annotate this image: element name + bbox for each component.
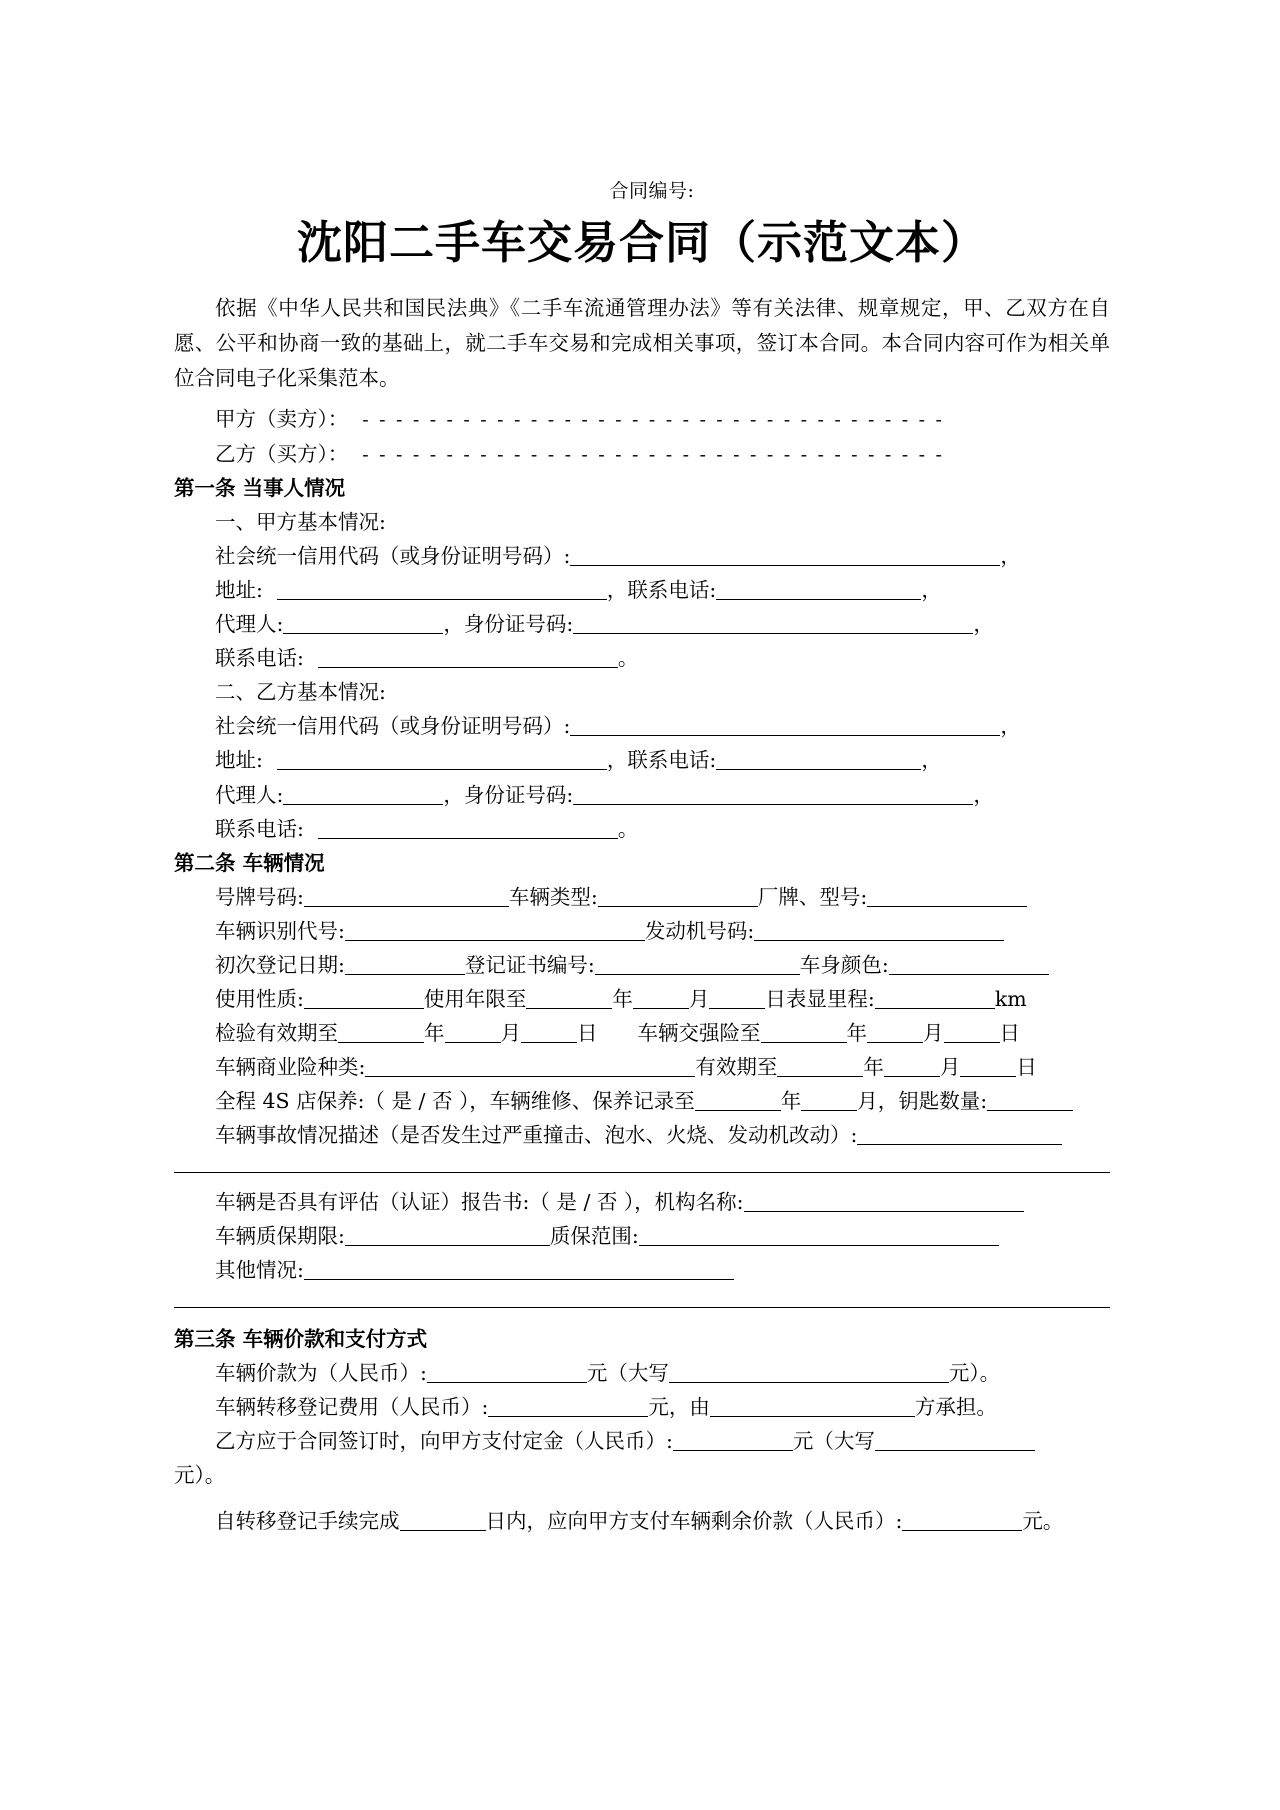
phone-suffix: 。 [617,816,639,841]
deposit-uppercase-label: 元（大写 [792,1428,875,1453]
vehicle-inspection-row [174,1016,1110,1050]
key-count-input[interactable] [987,1088,1073,1111]
phone-suffix: 。 [617,646,639,671]
compulsory-insurance-day-input[interactable] [944,1020,1000,1043]
vehicle-price-row [174,1356,1110,1390]
accident-description-label: 车辆事故情况描述（是否发生过严重撞击、泡水、火烧、发动机改动）: [215,1122,858,1147]
compulsory-insurance-year-input[interactable] [761,1020,847,1043]
buyer-dash-fill[interactable]: - - - - - - - - - - - - - - - - - - - - - - - - - - - - - - - - - - - [362,443,945,466]
odometer-unit: km [994,986,1027,1011]
balance-suffix: 元。 [1022,1508,1064,1533]
seller-dash-fill[interactable]: - - - - - - - - - - - - - - - - - - - - - - - - - - - - - - - - - - - [362,409,945,432]
year-unit: 年 [612,986,633,1011]
maintenance-record-year-input[interactable] [695,1088,781,1111]
address-phone-sep: ，联系电话: [606,748,717,773]
address-label: 地址: [215,748,263,773]
first-registration-date-input[interactable] [345,952,465,975]
key-count-label: 月，钥匙数量: [857,1088,988,1113]
balance-amount-input[interactable] [902,1508,1022,1531]
vehicle-accident-row [174,1118,1110,1152]
agent-id-sep: ，身份证号码: [443,612,574,637]
warranty-scope-label: 质保范围: [549,1223,639,1248]
deposit-label: 乙方应于合同签订时，向甲方支付定金（人民币）: [215,1428,673,1453]
plate-number-input[interactable] [304,884,509,907]
registration-certificate-label: 登记证书编号: [464,952,595,977]
assessment-report-label: 车辆是否具有评估（认证）报告书:（ 是 / 否 ），机构名称: [215,1189,744,1214]
vehicle-other-row [174,1253,1110,1287]
article1-sub1-heading: 一、甲方基本情况: [215,510,386,535]
article2-heading: 第二条 车辆情况 [174,850,325,875]
buyer-credit-code-row [174,709,1110,743]
vehicle-commercial-insurance-row [174,1050,1110,1084]
seller-agent-id-input[interactable] [573,612,973,635]
transfer-fee-payer-input[interactable] [710,1394,915,1417]
other-situation-continuation-rule[interactable] [174,1307,1110,1308]
warranty-period-input[interactable] [345,1223,550,1246]
vehicle-type-label: 车辆类型: [508,884,598,909]
transfer-fee-suffix: 方承担。 [914,1394,997,1419]
vin-input[interactable] [345,918,645,941]
inspection-day-input[interactable] [521,1020,577,1043]
vehicle-warranty-row [174,1219,1110,1253]
intro-paragraph: 依据《中华人民共和国民法典》《二手车流通管理办法》等有关法律、规章规定，甲、乙双方在自愿、公平和协商一致的基础上，就二手车交易和完成相关事项，签订本合同。本合同内容可作为相关单位合同电子化采集范本。 [174,295,1110,391]
address-label: 地址: [215,578,263,603]
inspection-valid-label: 检验有效期至 [215,1020,338,1045]
commercial-insurance-type-input[interactable] [365,1054,695,1077]
credit-code-label: 社会统一信用代码（或身份证明号码）: [215,544,571,569]
vehicle-plate-row [174,880,1110,914]
buyer-label: 乙方（买方）： [215,441,349,466]
deposit-input[interactable] [673,1428,793,1451]
service-life-day-input[interactable] [709,986,765,1009]
service-life-month-input[interactable] [633,986,689,1009]
buyer-agent-id-input[interactable] [573,782,973,805]
price-uppercase-label: 元（大写 [586,1360,669,1385]
assessment-agency-input[interactable] [744,1189,1024,1212]
full-4s-maintenance-label: 全程 4S 店保养:（ 是 / 否 ），车辆维修、保养记录至 [215,1088,695,1113]
vin-label: 车辆识别代号: [215,918,345,943]
article1-heading: 第一条 当事人情况 [174,476,346,501]
service-life-label: 使用年限至 [423,986,527,1011]
deposit-row [174,1424,1110,1458]
day-unit: 日 [1016,1054,1037,1079]
body-color-label: 车身颜色: [799,952,889,977]
usage-nature-input[interactable] [304,986,424,1009]
vehicle-vin-row [174,914,1110,948]
month-unit: 月 [939,1054,961,1079]
usage-nature-label: 使用性质: [215,986,304,1011]
article1-sub2-heading: 二、乙方基本情况: [215,680,386,705]
deposit-suffix: 元）。 [174,1462,226,1487]
address-phone-sep: ，联系电话: [606,578,717,603]
seller-agent-input[interactable] [283,612,443,635]
compulsory-insurance-label: 车辆交强险至 [637,1020,761,1045]
brand-model-input[interactable] [867,884,1027,907]
buyer-agent-input[interactable] [283,782,443,805]
agent-suffix: ， [973,612,994,637]
engine-number-input[interactable] [754,918,1004,941]
address-suffix: ， [921,748,942,773]
document-body [174,0,1110,1538]
engine-number-label: 发动机号码: [644,918,755,943]
agent-label: 代理人: [215,782,284,807]
agent-id-sep: ，身份证号码: [443,782,574,807]
day-unit: 日 [577,1020,598,1045]
validity-label: 有效期至 [695,1054,778,1079]
month-unit: 月 [500,1020,521,1045]
buyer-agent-row [174,778,1110,812]
accident-description-input[interactable] [857,1122,1062,1145]
buyer-address-row [174,743,1110,777]
first-registration-date-label: 初次登记日期: [215,952,345,977]
balance-payment-label: 日内，应向甲方支付车辆剩余价款（人民币）: [485,1508,903,1533]
agent-label: 代理人: [215,612,284,637]
seller-phone-row [174,641,1110,675]
seller-line [174,402,1110,437]
balance-days-input[interactable] [400,1508,486,1531]
seller-label: 甲方（卖方）： [215,407,349,432]
commercial-insurance-day-input[interactable] [960,1054,1016,1077]
contract-number-line [174,180,1110,203]
credit-code-suffix: ， [1000,544,1021,569]
month-unit: 月 [688,986,710,1011]
registration-certificate-input[interactable] [595,952,800,975]
credit-code-suffix: ， [1000,714,1021,739]
vehicle-report-row [174,1185,1110,1219]
seller-address-row [174,573,1110,607]
plate-number-label: 号牌号码: [215,884,304,909]
buyer-phone-input[interactable] [318,816,618,839]
odometer-input[interactable] [875,986,995,1009]
other-situation-input[interactable] [304,1257,734,1280]
accident-description-continuation-rule[interactable] [174,1172,1110,1173]
seller-address-phone-input[interactable] [716,578,921,601]
day-unit: 日 [999,1020,1020,1045]
seller-address-input[interactable] [277,578,607,601]
commercial-insurance-month-input[interactable] [884,1054,940,1077]
vehicle-usage-row [174,982,1110,1016]
maintenance-record-month-input[interactable] [801,1088,857,1111]
odometer-label: 日表显里程: [765,986,875,1011]
buyer-line [174,437,1110,472]
vehicle-type-input[interactable] [598,884,758,907]
transfer-fee-row [174,1390,1110,1424]
inspection-month-input[interactable] [445,1020,501,1043]
vehicle-registration-row [174,948,1110,982]
vehicle-price-input[interactable] [427,1360,587,1383]
deposit-suffix-row [174,1458,1110,1492]
address-suffix: ， [921,578,942,603]
seller-agent-row [174,607,1110,641]
credit-code-label: 社会统一信用代码（或身份证明号码）: [215,714,571,739]
year-unit: 年 [846,1020,867,1045]
price-suffix: 元）。 [948,1360,1001,1385]
warranty-scope-input[interactable] [639,1223,999,1246]
vehicle-price-uppercase-input[interactable] [669,1360,949,1383]
article3-heading: 第三条 车辆价款和支付方式 [174,1326,428,1351]
balance-after-transfer-label: 自转移登记手续完成 [215,1508,400,1533]
seller-credit-code-input[interactable] [570,544,1000,567]
vehicle-4s-maintenance-row [174,1084,1110,1118]
contract-number-label: 合同编号: [609,180,695,202]
month-unit: 月 [923,1020,944,1045]
commercial-insurance-type-label: 车辆商业险种类: [215,1054,366,1079]
year-unit: 年 [863,1054,884,1079]
commercial-insurance-year-input[interactable] [777,1054,863,1077]
body-color-input[interactable] [889,952,1049,975]
year-unit: 年 [780,1088,802,1113]
vehicle-price-label: 车辆价款为（人民币）: [215,1360,427,1385]
agent-suffix: ， [973,782,994,807]
compulsory-insurance-month-input[interactable] [867,1020,923,1043]
transfer-fee-input[interactable] [488,1394,648,1417]
brand-model-label: 厂牌、型号: [757,884,868,909]
buyer-address-input[interactable] [277,748,607,771]
transfer-fee-by-label: 元，由 [648,1394,710,1419]
phone-label: 联系电话: [215,646,304,671]
warranty-period-label: 车辆质保期限: [215,1223,345,1248]
transfer-fee-label: 车辆转移登记费用（人民币）: [215,1394,489,1419]
seller-credit-code-row [174,539,1110,573]
buyer-address-phone-input[interactable] [716,748,921,771]
page-title: 沈阳二手车交易合同（示范文本） [296,215,987,269]
deposit-uppercase-input[interactable] [875,1428,1035,1451]
phone-label: 联系电话: [215,816,304,841]
service-life-year-input[interactable] [526,986,612,1009]
buyer-phone-row [174,812,1110,846]
year-unit: 年 [424,1020,445,1045]
other-situation-label: 其他情况: [215,1257,304,1282]
inspection-year-input[interactable] [338,1020,424,1043]
buyer-credit-code-input[interactable] [570,714,1000,737]
seller-phone-input[interactable] [318,646,618,669]
balance-payment-row [174,1504,1110,1538]
